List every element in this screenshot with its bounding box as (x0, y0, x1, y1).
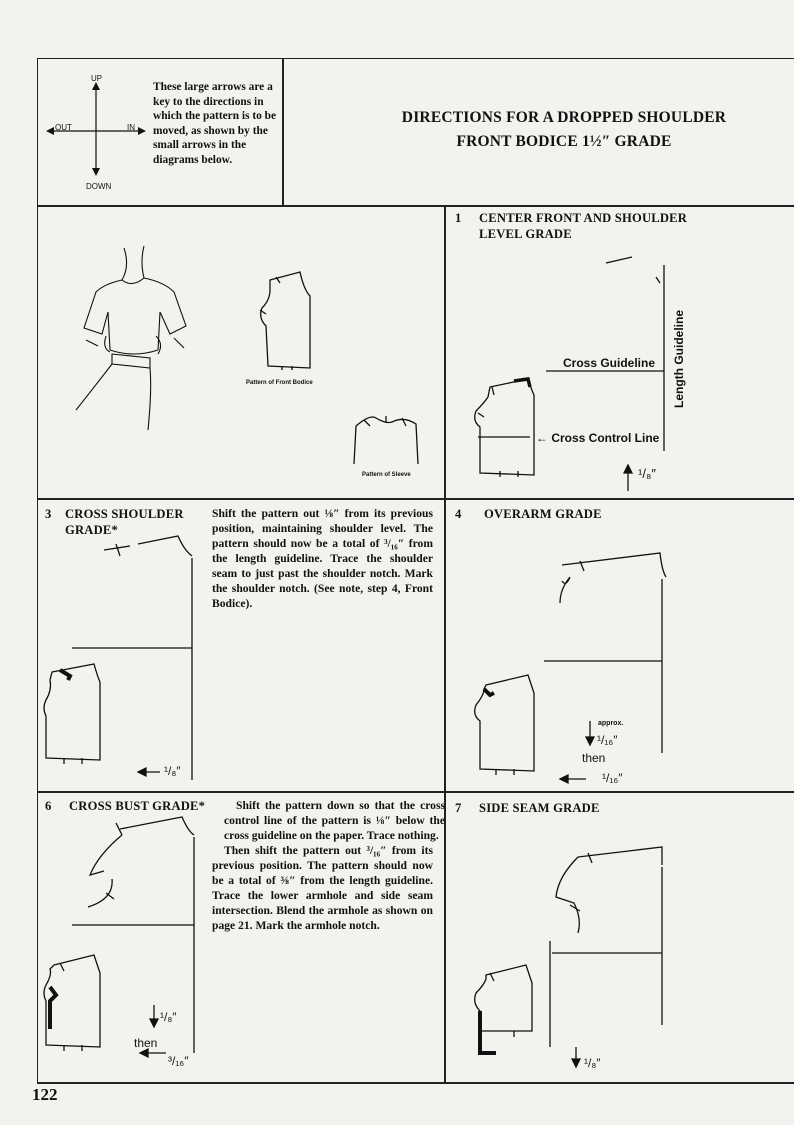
step6-heading: CROSS BUST GRADE* (69, 799, 206, 813)
step6-then: then (134, 1036, 158, 1050)
step1-amount: ¹/₈″ (638, 466, 656, 481)
cross-control-line-label: ← Cross Control Line (536, 431, 660, 445)
step4-amount2: ¹/₁₆″ (602, 771, 623, 785)
step7-amount: ¹/₈″ (584, 1056, 601, 1070)
step6-amount1: ¹/₈″ (160, 1010, 177, 1024)
key-out-label: OUT (55, 123, 72, 132)
step3-heading-line1: CROSS SHOULDER (65, 507, 184, 521)
step6-diagram (42, 815, 212, 1070)
step1-diagram (470, 255, 690, 495)
step4-heading: OVERARM GRADE (484, 507, 602, 521)
step6-paragraph1: Shift the pattern down so that the cross control line of the pattern is ⅛″ below the cross guideline on the paper. Trace nothing. (224, 799, 445, 842)
cross-guideline-label: Cross Guideline (563, 356, 656, 370)
grid-line (37, 1082, 794, 1084)
step4-amount1: ¹/₁₆″ (597, 733, 618, 747)
step1-heading (479, 210, 687, 242)
grid-line (37, 498, 794, 500)
step1-heading-line1: CENTER FRONT AND SHOULDER (479, 211, 688, 225)
step4-number: 4 (455, 507, 462, 521)
step6-amount2: ³/₁₆″ (168, 1054, 189, 1068)
step7-number: 7 (455, 801, 462, 815)
step3-text: Shift the pattern out ⅛″ from its previous position, maintaining shoulder level. The pattern should now be a total of ³/₁₆″ from the length guideline. Trace the shoulder seam to just past the shoulder notch. Mark the shoulder notch. (See note, step 4, Front Bodice). (212, 507, 433, 610)
grid-line (37, 791, 794, 793)
front-bodice-label: Pattern of Front Bodice (246, 380, 313, 386)
step6-paragraph2: Then shift the pattern out ³/₁₆″ from its previous position. The pattern should now be a total of ⅜″ from the length guideline. Trace the lower armhole and side seam intersection. Blend the armhole as shown on page 21. Mark the armhole notch. (212, 844, 433, 932)
step4-then: then (582, 751, 606, 765)
step3-heading-line2: GRADE* (65, 523, 118, 537)
sleeve-label: Pattern of Sleeve (362, 472, 411, 478)
front-bodice-pattern (252, 270, 322, 380)
key-in-label: IN (127, 123, 135, 132)
step6-text (212, 798, 445, 933)
grid-line (444, 205, 446, 1083)
direction-key-arrows (40, 70, 160, 200)
title-line-2: FRONT BODICE 1½″ GRADE (456, 133, 672, 150)
step6-number: 6 (45, 799, 52, 813)
grid-line (37, 205, 794, 207)
sleeve-pattern (350, 408, 430, 472)
dress-figure-illustration (52, 240, 202, 440)
length-guideline-label: Length Guideline (672, 310, 686, 408)
step1-heading-line2: LEVEL GRADE (479, 227, 572, 241)
step3-number: 3 (45, 507, 52, 521)
step3-amount: ¹/₈″ (164, 764, 181, 778)
step3-diagram (42, 530, 212, 780)
step7-heading: SIDE SEAM GRADE (479, 801, 600, 815)
step7-diagram (470, 835, 670, 1080)
key-description: These large arrows are a key to the directions in which the pattern is to be moved, as shown by the small arrows in the diagrams below. (153, 81, 277, 166)
step4-approx: approx. (598, 720, 624, 727)
key-up-label: UP (91, 74, 103, 83)
page-title (360, 106, 768, 154)
page-number: 122 (32, 1085, 58, 1104)
key-down-label: DOWN (86, 182, 112, 191)
step4-diagram (470, 545, 670, 790)
title-line-1: DIRECTIONS FOR A DROPPED SHOULDER (401, 109, 727, 126)
step1-number: 1 (455, 211, 462, 225)
